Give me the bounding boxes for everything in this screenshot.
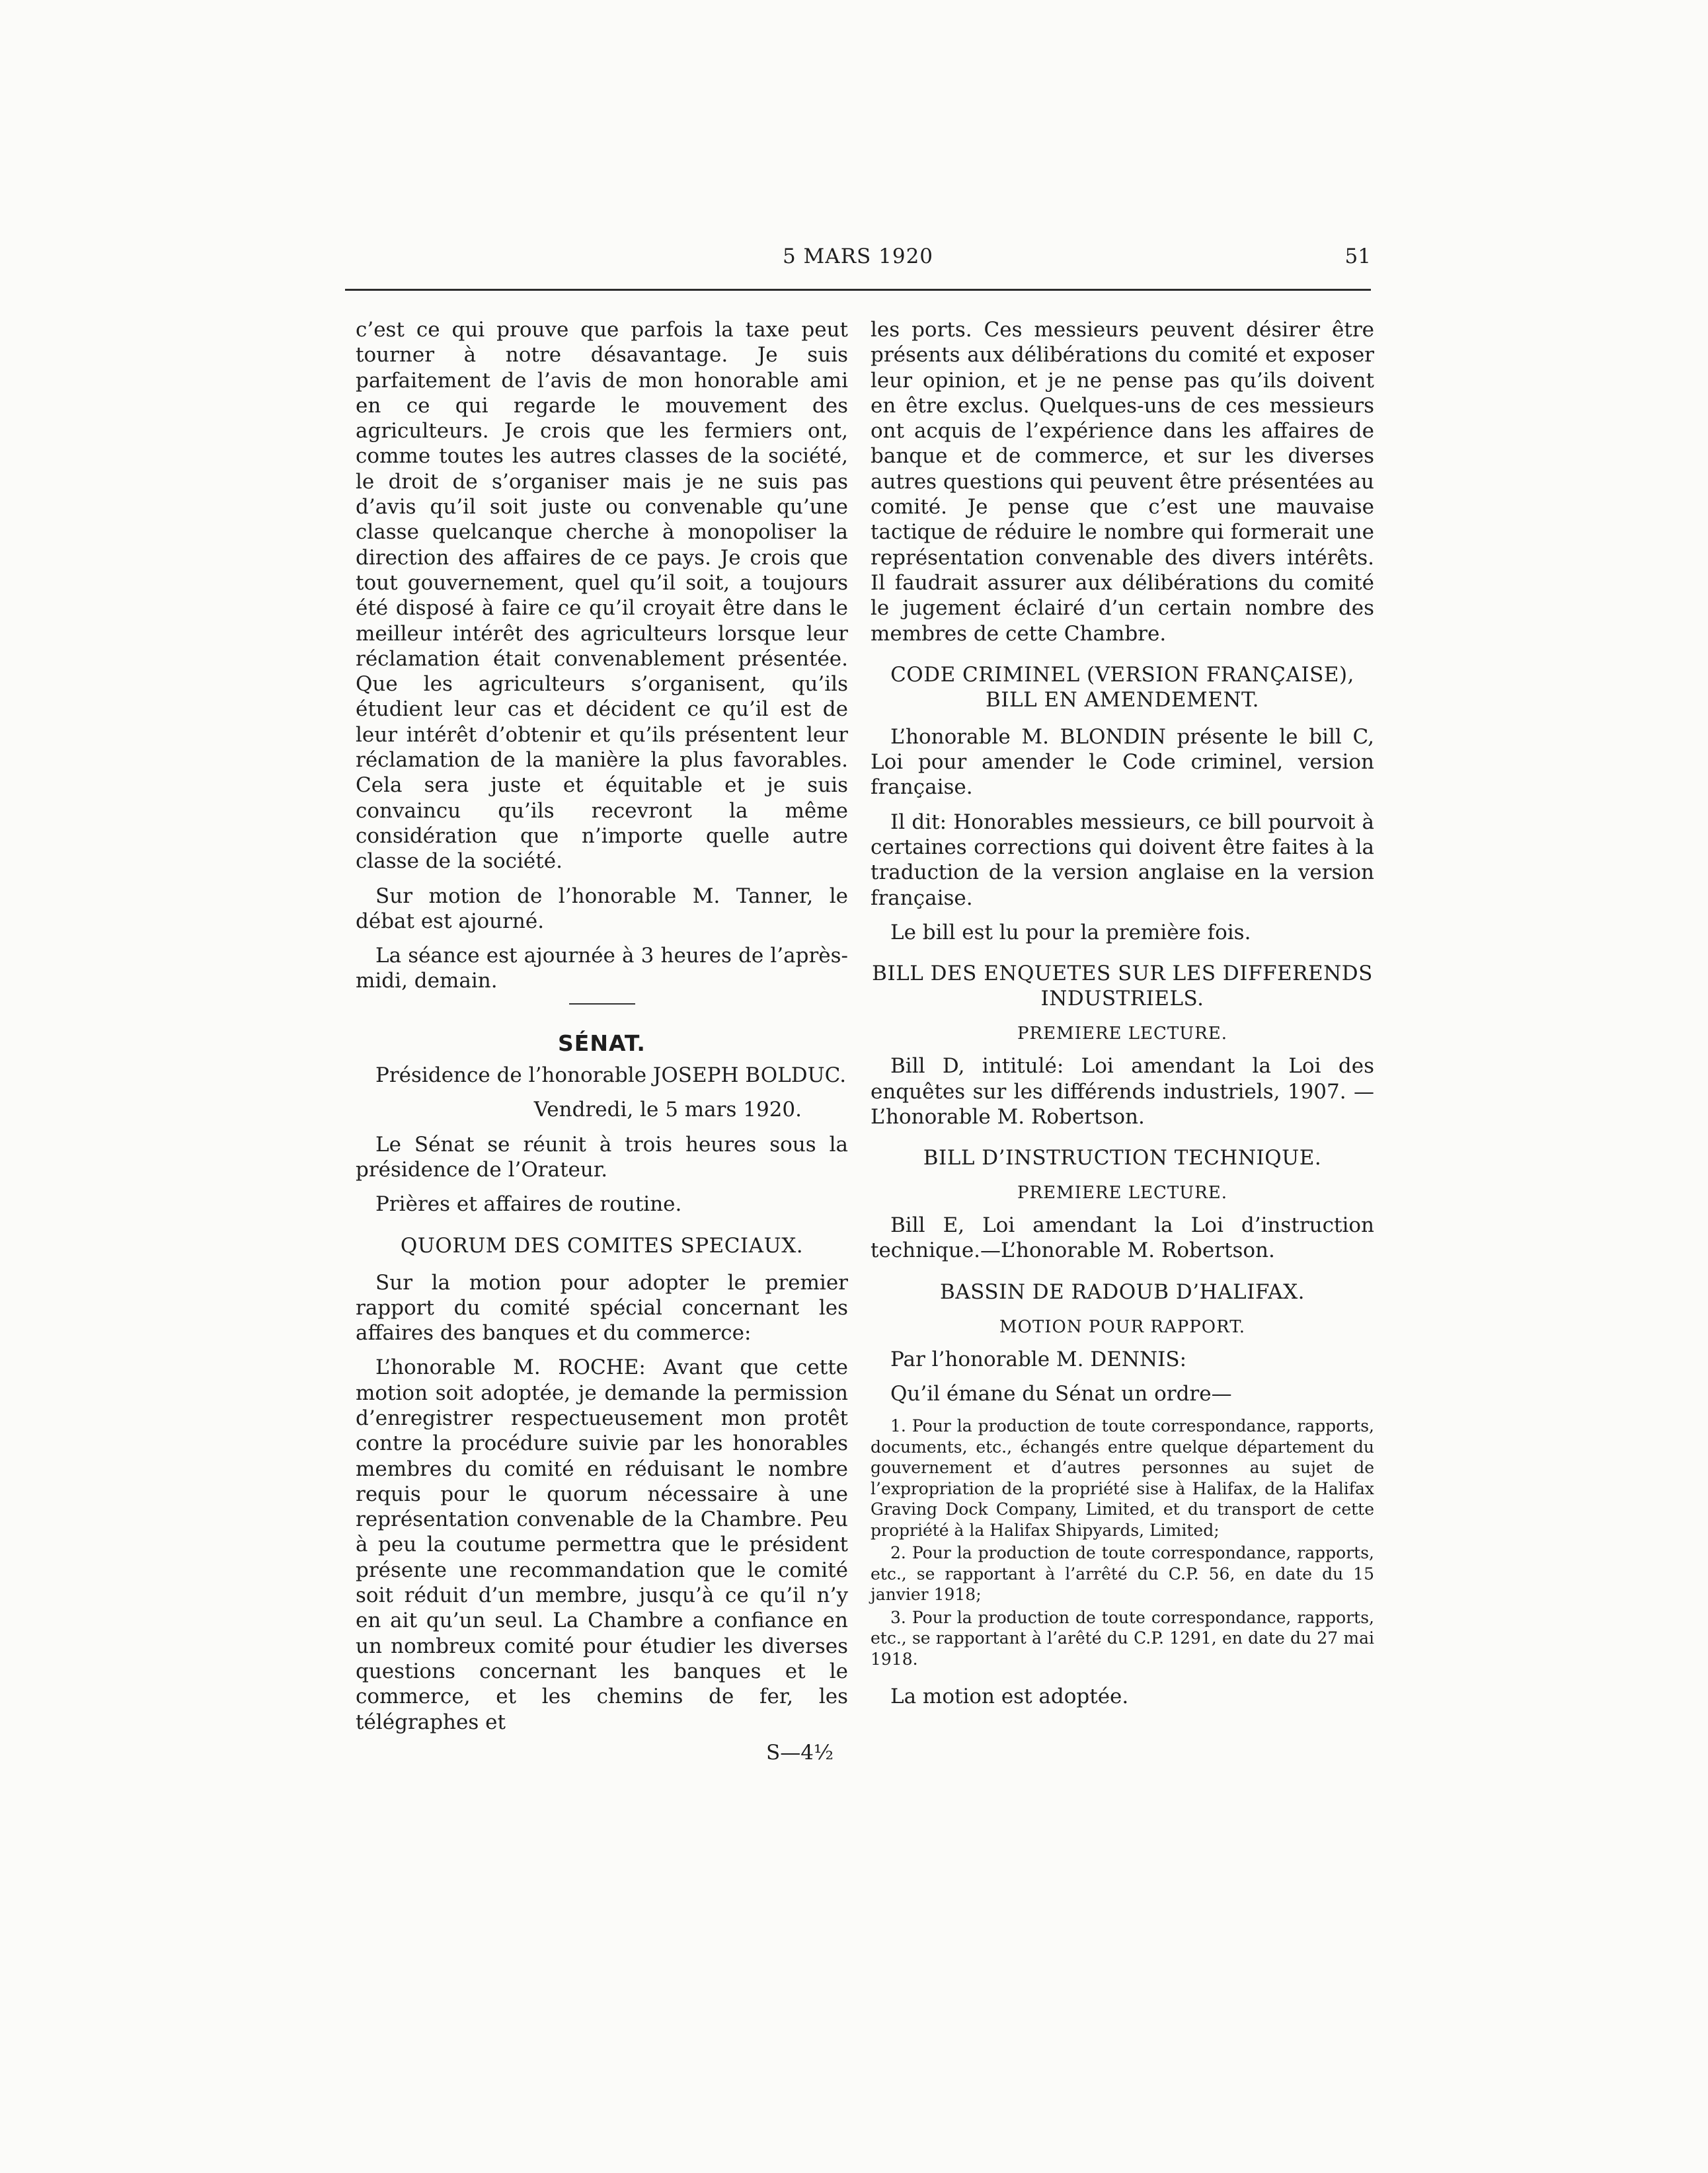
right-column bbox=[871, 317, 1374, 1719]
paragraph: Le bill est lu pour la première fois. bbox=[890, 920, 1251, 944]
senate-title: SÉNAT. bbox=[558, 1030, 646, 1056]
paragraph: Sur motion de l’honorable M. Tanner, le débat est ajourné. bbox=[356, 884, 848, 933]
paragraph: les ports. Ces messieurs peuvent désirer être présents aux délibérations du comité et exposer leur opinion, et je ne pense pas qu’ils doivent en être exclus. Quelques-uns de ces messieurs ont acquis de l’expérience dans les affaires de banque et de commerce, et sur les diverses autres questions qui peuvent être présentées au comité. Je pense que c’est une mauvaise tactique de réduire le nombre qui formerait une représentation convenable des divers intérêts. Il faudrait assurer aux délibérations du comité le jugement éclairé d’un certain nombre des membres de cette Chambre. bbox=[871, 318, 1374, 646]
paragraph: Prières et affaires de routine. bbox=[375, 1192, 682, 1217]
section-heading: QUORUM DES COMITES SPECIAUX. bbox=[400, 1233, 804, 1258]
left-column bbox=[356, 317, 848, 1765]
section-heading: BILL DES ENQUETES SUR LES DIFFERENDS INDUSTRIELS. bbox=[872, 962, 1373, 1011]
paragraph: La motion est adoptée. bbox=[890, 1685, 1129, 1709]
paragraph: L’honorable M. BLONDIN présente le bill C, Loi pour amender le Code criminel, version française. bbox=[871, 724, 1374, 800]
order-item: 3. Pour la production de toute correspondance, rapports, etc., se rapportant à l’arêté du C.P. 1291, en date du 27 mai 1918. bbox=[871, 1607, 1374, 1669]
paragraph: Il dit: Honorables messieurs, ce bill pourvoit à certaines corrections qui doivent être faites à la traduction de la version anglaise en la version française. bbox=[871, 810, 1374, 910]
section-heading: CODE CRIMINEL (VERSION FRANÇAISE), BILL EN AMENDEMENT. bbox=[890, 662, 1354, 712]
paragraph: Bill D, intitulé: Loi amendant la Loi des enquêtes sur les différends industriels, 1907. —L’honorable M. Robertson. bbox=[871, 1054, 1374, 1129]
presidency-line: Présidence de l’honorable JOSEPH BOLDUC. bbox=[375, 1063, 847, 1088]
section-subheading: PREMIERE LECTURE. bbox=[1017, 1183, 1227, 1203]
signature-mark: S—4½ bbox=[765, 1740, 834, 1765]
paragraph: Sur la motion pour adopter le premier rapport du comité spécial concernant les affaires des banques et du commerce: bbox=[356, 1270, 848, 1346]
paragraph: La séance est ajournée à 3 heures de l’après-midi, demain. bbox=[356, 944, 848, 993]
paragraph: c’est ce qui prouve que parfois la taxe peut tourner à notre désavantage. Je suis parfaitement de l’avis de mon honorable ami en ce qui regarde le mouvement des agriculteurs. Je crois que les fermiers ont, comme toutes les autres classes de la société, le droit de s’organiser mais je ne suis pas d’avis qu’il soit juste ou convenable qu’une classe quelcanque cherche à monopoliser la direction des affaires de ce pays. Je crois que tout gouvernement, quel qu’il soit, a toujours été disposé à faire ce qu’il croyait être dans le meilleur intérêt des agriculteurs lorsque leur réclamation était convenablement présentée. Que les agriculteurs s’organisent, qu’ils étudient leur cas et décident ce qu’il est de leur intérêt d’obtenir et qu’ils présentent leur réclamation de la manière la plus favorables. Cela sera juste et équitable et je suis convaincu qu’ils recevront la même considération que n’importe quelle autre classe de la société. bbox=[356, 318, 848, 874]
order-item: 1. Pour la production de toute correspondance, rapports, documents, etc., échangés entre quelque département du gouvernement et d’autres personnes au sujet de l’expropriation de la propriété sise à Halifax, de la Halifax Graving Dock Company, Limited, et du transport de cette propriété à la Halifax Shipyards, Limited; bbox=[871, 1416, 1374, 1540]
order-item: 2. Pour la production de toute correspondance, rapports, etc., se rapportant à l’arrêté du C.P. 56, en date du 15 janvier 1918; bbox=[871, 1543, 1374, 1605]
page-header bbox=[345, 245, 1371, 278]
paragraph: Qu’il émane du Sénat un ordre— bbox=[890, 1382, 1232, 1406]
section-separator bbox=[569, 1003, 635, 1005]
paragraph: L’honorable M. ROCHE: Avant que cette motion soit adoptée, je demande la permission d’enregistrer respectueusement mon protêt contre la procédure suivie par les honorables membres du comité en réduisant le nombre requis pour le quorum nécessaire à une représentation convenable de la Chambre. Peu à peu la coutume permettra que le président présente une recommandation que le comité soit réduit d’un membre, jusqu’à ce qu’il n’y en ait qu’un seul. La Chambre a confiance en un nombreux comité pour étudier les diverses questions concernant les banques et le commerce, et les chemins de fer, les télégraphes et bbox=[356, 1355, 848, 1734]
section-heading: BILL D’INSTRUCTION TECHNIQUE. bbox=[923, 1146, 1322, 1170]
paragraph: Le Sénat se réunit à trois heures sous la présidence de l’Orateur. bbox=[356, 1132, 848, 1182]
paragraph: Par l’honorable M. DENNIS: bbox=[890, 1347, 1187, 1371]
section-heading: BASSIN DE RADOUB D’HALIFAX. bbox=[939, 1279, 1305, 1304]
session-date: Vendredi, le 5 mars 1920. bbox=[533, 1098, 802, 1122]
section-subheading: MOTION POUR RAPPORT. bbox=[999, 1316, 1245, 1337]
page-number: 51 bbox=[1344, 245, 1371, 268]
paragraph: Bill E, Loi amendant la Loi d’instruction technique.—L’honorable M. Robertson. bbox=[871, 1213, 1374, 1263]
section-subheading: PREMIERE LECTURE. bbox=[1017, 1024, 1227, 1044]
page-date: 5 MARS 1920 bbox=[782, 245, 934, 268]
header-rule bbox=[345, 289, 1371, 291]
